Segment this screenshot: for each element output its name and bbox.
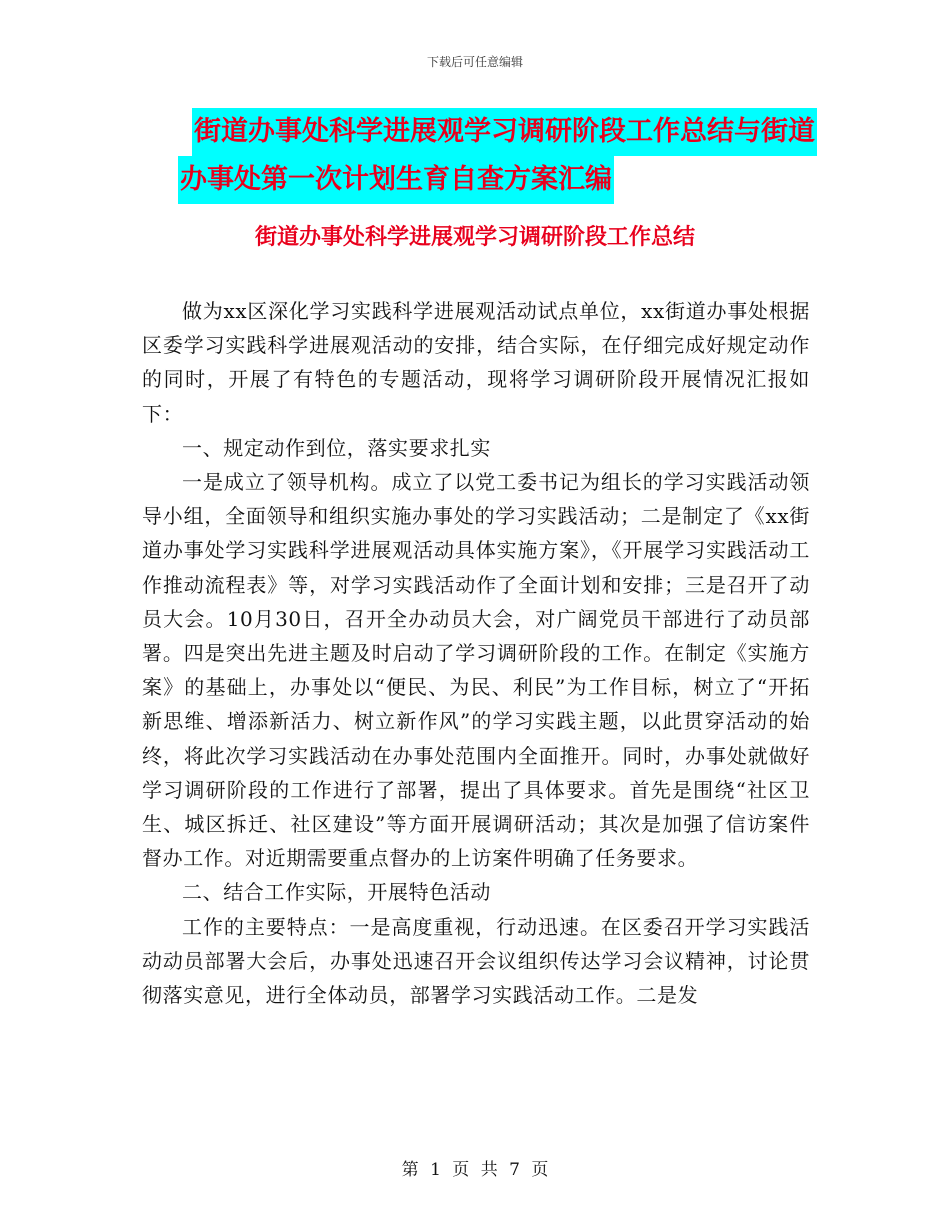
page-header-note: 下载后可任意编辑 xyxy=(426,55,523,69)
section-title: 街道办事处科学进展观学习调研阶段工作总结 xyxy=(254,225,695,250)
paragraph-part-one: 一是成立了领导机构。成立了以党工委书记为组长的学习实践活动领导小组，全面领导和组织实施办事处的学习实践活动；二是制定了《xx街道办事处学习实践科学进展观活动具体实施方案》，《开展学习实践活动工作推动流程表》等，对学习实践活动作了全面计划和安排；三是召开了动员大会。10月30日，召开全办动员大会，对广阔党员干部进行了动员部署。四是突出先进主题及时启动了学习调研阶段的工作。在制定《实施方案》的基础上，办事处以“便民、为民、利民”为工作目标，树立了“开拓新思维、增添新活力、树立新作风”的学习实践主题，以此贯穿活动的始终，将此次学习实践活动在办事处范围内全面推开。同时，办事处就做好学习调研阶段的工作进行了部署，提出了具体要求。首先是围绕“社区卫生、城区拆迁、社区建设”等方面开展调研活动；其次是加强了信访案件督办工作。对近期需要重点督办的上访案件明确了任务要求。 xyxy=(142,470,810,871)
page-footer: 第 1 页 共 7 页 xyxy=(401,1160,549,1180)
heading-part-one: 一、规定动作到位，落实要求扎实 xyxy=(182,435,491,460)
paragraph-part-two: 工作的主要特点：一是高度重视，行动迅速。在区委召开学习实践活动动员部署大会后，办事处迅速召开会议组织传达学习会议精神，讨论贯彻落实意见，进行全体动员，部署学习实践活动工作。二是发 xyxy=(142,914,810,1008)
document-body xyxy=(142,294,810,1012)
document-title-line-2: 办事处第一次计划生育自查方案汇编 xyxy=(178,156,614,204)
paragraph-intro: 做为xx区深化学习实践科学进展观活动试点单位，xx街道办事处根据区委学习实践科学进展观活动的安排，结合实际，在仔细完成好规定动作的同时，开展了有特色的专题活动，现将学习调研阶段开展情况汇报如下： xyxy=(142,299,810,426)
document-title-line-1: 街道办事处科学进展观学习调研阶段工作总结与街道 xyxy=(192,108,817,156)
heading-part-two: 二、结合工作实际，开展特色活动 xyxy=(182,880,491,905)
document-title xyxy=(130,108,820,204)
